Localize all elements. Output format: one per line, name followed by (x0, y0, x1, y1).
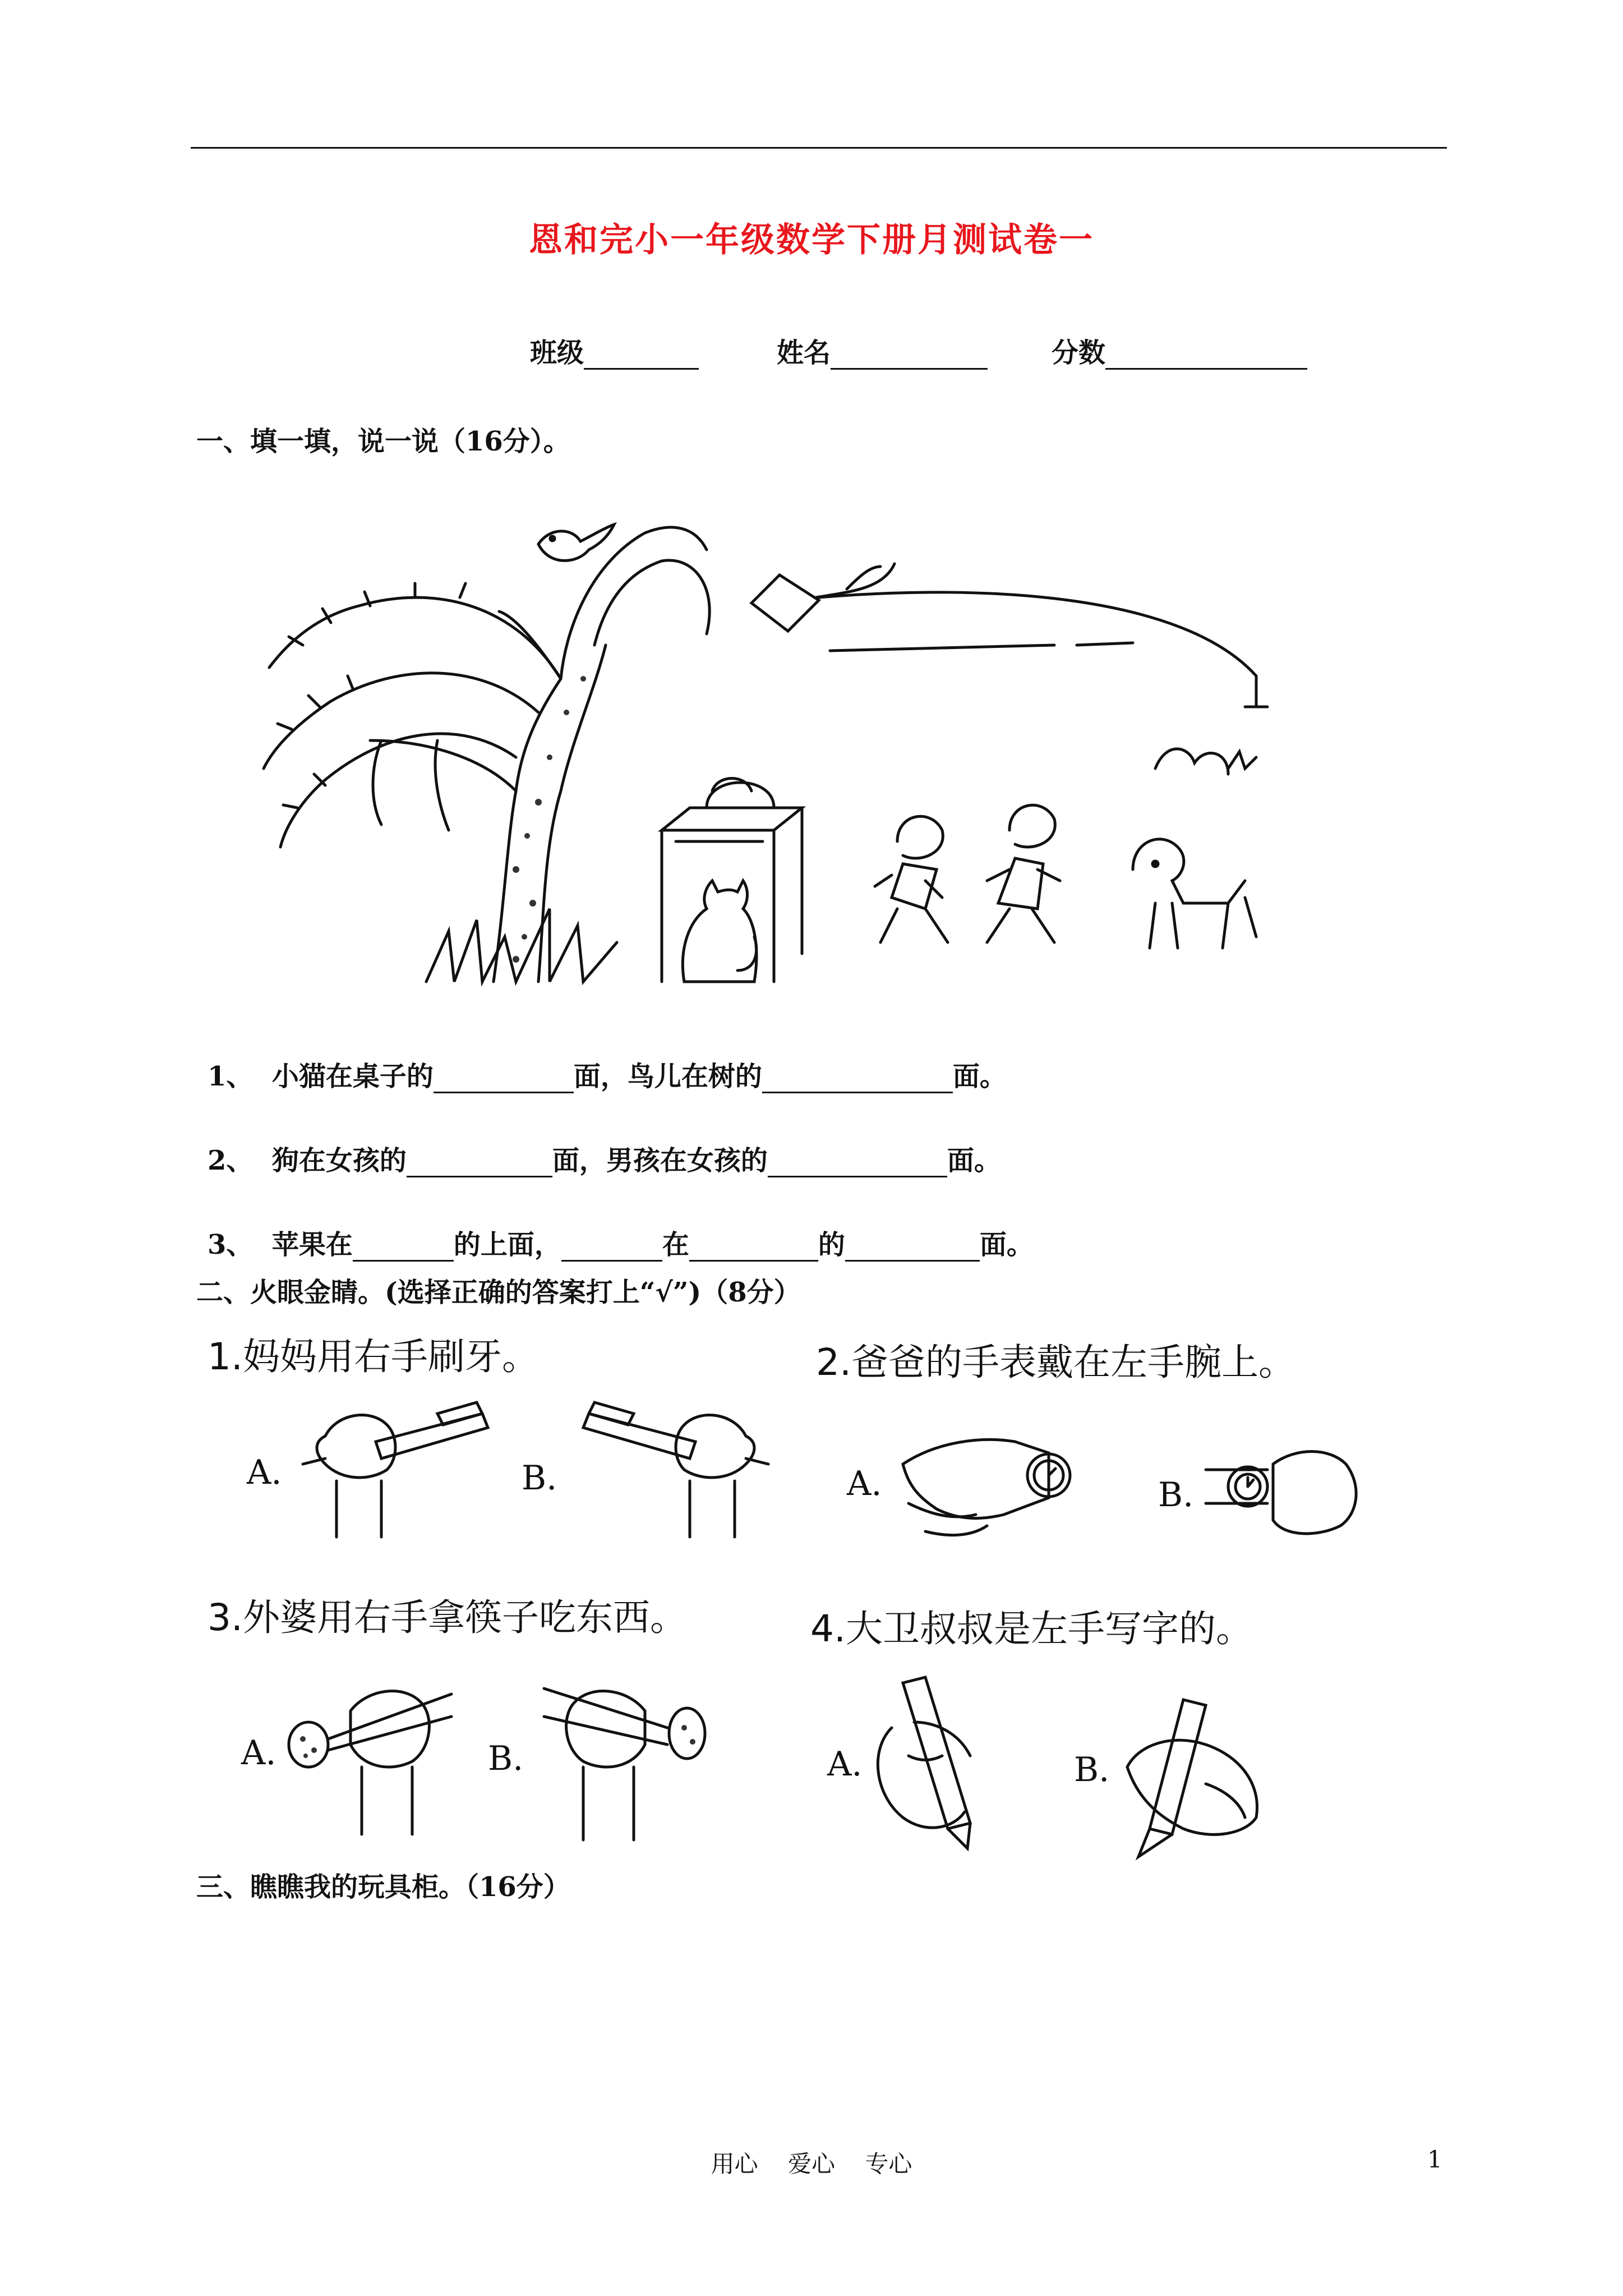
q1-number: 1、 (208, 1061, 253, 1092)
boy (875, 816, 948, 942)
s1-question-3 (208, 1223, 1034, 1262)
grass (426, 909, 617, 982)
toothbrush-right-hand-icon (566, 1402, 780, 1537)
q2-number: 2、 (208, 1145, 253, 1176)
kite (751, 564, 1256, 676)
s2-item1-option-a[interactable]: A. (247, 1453, 282, 1492)
class-label: 班级 (530, 337, 584, 369)
s2-item-1: 1.妈妈用右手刷牙。 (208, 1335, 539, 1378)
page-number: 1 (1427, 2146, 1442, 2173)
s2-item3-option-a[interactable]: A. (241, 1733, 276, 1773)
header-rule (191, 147, 1447, 149)
section2-heading: 二、火眼金睛。(选择正确的答案打上“√”)（8分） (196, 1277, 801, 1308)
s2-item-3: 3.外婆用右手拿筷子吃东西。 (208, 1596, 687, 1639)
q3-text-b: 的上面， (453, 1229, 561, 1260)
q2-text-b: 面，男孩在女孩的 (552, 1145, 768, 1176)
page-title: 恩和完小一年级数学下册月测试卷一 (529, 220, 1094, 260)
name-field (777, 331, 988, 370)
q3-text-c: 在 (662, 1229, 689, 1260)
toothbrush-left-hand-icon (292, 1402, 505, 1537)
dog (1133, 839, 1256, 948)
q2-text-a: 狗在女孩的 (271, 1145, 407, 1176)
s1-question-2 (208, 1139, 1001, 1177)
q3-blank-1[interactable] (353, 1235, 454, 1262)
q3-blank-3[interactable] (689, 1235, 818, 1262)
footer-motto: 用心 爱心 专心 (711, 2150, 912, 2178)
pencil-hand-b-icon (1116, 1694, 1273, 1857)
cat (683, 881, 757, 982)
tree-branch (269, 597, 561, 679)
q1-text-b: 面，鸟儿在树的 (573, 1061, 762, 1092)
score-field (1052, 331, 1307, 370)
score-blank[interactable] (1105, 340, 1307, 370)
s2-item-4: 4.大卫叔叔是左手写字的。 (810, 1607, 1253, 1650)
q3-text-a: 苹果在 (271, 1229, 353, 1260)
q3-blank-4[interactable] (845, 1235, 980, 1262)
q3-text-d: 的 (818, 1229, 845, 1260)
q2-text-c: 面。 (947, 1145, 1001, 1176)
s1-question-1 (208, 1055, 1007, 1093)
chopsticks-right-hand-icon (533, 1677, 712, 1840)
q3-text-e: 面。 (979, 1229, 1034, 1260)
watch-hand-a-icon (892, 1419, 1105, 1554)
s2-item2-option-b[interactable]: B. (1158, 1475, 1194, 1515)
q3-number: 3、 (208, 1229, 253, 1260)
s2-item3-option-b[interactable]: B. (488, 1739, 524, 1778)
scene-illustration (202, 477, 1318, 999)
section1-heading: 一、填一填，说一说（16分）。 (196, 426, 570, 457)
q1-blank-1[interactable] (434, 1067, 574, 1093)
watch-hand-b-icon (1200, 1430, 1368, 1554)
q3-blank-2[interactable] (561, 1235, 662, 1262)
pencil-hand-a-icon (875, 1677, 1004, 1851)
name-label: 姓名 (777, 337, 831, 369)
bird (538, 524, 614, 560)
q1-text-a: 小猫在桌子的 (271, 1061, 434, 1092)
s2-item1-option-b[interactable]: B. (522, 1458, 557, 1498)
s2-item4-option-b[interactable]: B. (1074, 1750, 1110, 1789)
name-blank[interactable] (831, 340, 988, 370)
section3-heading: 三、瞧瞧我的玩具柜。（16分） (196, 1871, 570, 1903)
s2-item4-option-a[interactable]: A. (827, 1745, 863, 1784)
q1-blank-2[interactable] (762, 1067, 953, 1093)
s2-item-2: 2.爸爸的手表戴在左手腕上。 (816, 1341, 1295, 1384)
chopsticks-left-hand-icon (283, 1677, 463, 1834)
class-field (530, 331, 699, 370)
score-label: 分数 (1052, 337, 1106, 369)
q2-blank-2[interactable] (768, 1151, 947, 1177)
apple-basket (707, 779, 774, 808)
class-blank[interactable] (584, 340, 699, 370)
s2-item2-option-a[interactable]: A. (847, 1464, 882, 1503)
q1-text-c: 面。 (952, 1061, 1007, 1092)
q2-blank-1[interactable] (407, 1151, 552, 1177)
girl (987, 805, 1060, 942)
